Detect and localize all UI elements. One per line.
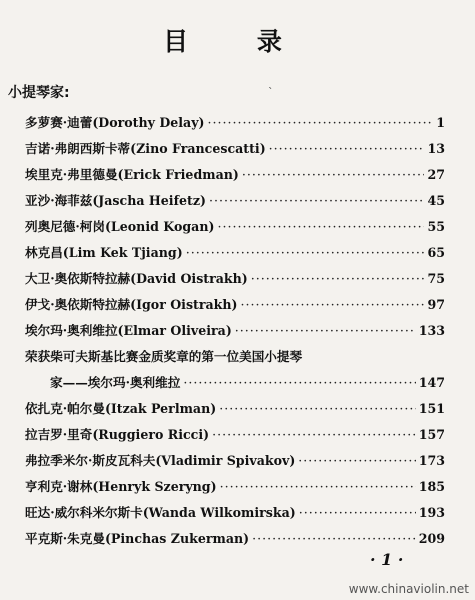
section-heading: 小提琴家: xyxy=(8,85,70,101)
entry-page: 133 xyxy=(418,323,445,338)
leader-dots xyxy=(298,448,415,474)
toc-entry[interactable] xyxy=(25,214,445,240)
entry-page: 45 xyxy=(427,193,445,208)
entry-page: 65 xyxy=(427,245,445,260)
watermark: www.chinaviolin.net xyxy=(348,582,469,596)
entry-title: 多萝赛·迪蕾(Dorothy Delay) xyxy=(25,115,205,130)
entry-title: 旺达·威尔科米尔斯卡(Wanda Wilkomirska) xyxy=(25,505,296,520)
page-number: · 1 · xyxy=(370,550,404,569)
toc-entry[interactable] xyxy=(25,448,445,474)
leader-dots xyxy=(219,396,416,422)
leader-dots xyxy=(252,526,416,552)
leader-dots xyxy=(220,474,416,500)
leader-dots xyxy=(241,292,425,318)
toc-entry[interactable] xyxy=(25,162,445,188)
toc-entry[interactable] xyxy=(25,526,445,552)
entry-title-line2: 家——埃尔玛·奥利维拉 xyxy=(50,375,181,390)
entry-title: 拉吉罗·里奇(Ruggiero Ricci) xyxy=(25,427,210,442)
leader-dots xyxy=(183,370,415,396)
entry-page: 55 xyxy=(427,219,445,234)
entry-title: 弗拉季米尔·斯皮瓦科夫(Vladimir Spivakov) xyxy=(25,453,296,468)
entry-title: 埃里克·弗里德曼(Erick Friedman) xyxy=(25,167,239,182)
entry-page: 75 xyxy=(427,271,445,286)
leader-dots xyxy=(212,422,416,448)
toc-entry[interactable] xyxy=(25,136,445,162)
entry-page: 1 xyxy=(436,115,445,130)
entry-page: 97 xyxy=(427,297,445,312)
entry-title-line2-row xyxy=(25,370,445,396)
entry-title-line1: 荣获柴可夫斯基比赛金质奖章的第一位美国小提琴 xyxy=(25,349,303,364)
entry-title: 亚沙·海菲兹(Jascha Heifetz) xyxy=(25,193,206,208)
entry-page: 185 xyxy=(418,479,445,494)
entry-page: 173 xyxy=(418,453,445,468)
leader-dots xyxy=(208,110,434,136)
entry-title: 埃尔玛·奥利维拉(Elmar Oliveira) xyxy=(25,323,232,338)
entry-page: 209 xyxy=(418,531,445,546)
toc-entry[interactable] xyxy=(25,396,445,422)
toc-entry[interactable] xyxy=(25,188,445,214)
toc-entry[interactable] xyxy=(25,110,445,136)
toc-entry[interactable] xyxy=(25,344,445,396)
entry-title: 大卫·奥依斯特拉赫(David Oistrakh) xyxy=(25,271,248,286)
toc-entry[interactable] xyxy=(25,318,445,344)
leader-dots xyxy=(186,240,425,266)
entry-title: 依扎克·帕尔曼(Itzak Perlman) xyxy=(25,401,217,416)
page-title: 目 录 xyxy=(163,27,312,56)
leader-dots xyxy=(299,500,416,526)
toc-entry[interactable] xyxy=(25,292,445,318)
toc-entry[interactable] xyxy=(25,422,445,448)
entry-title: 伊戈·奥依斯特拉赫(Igor Oistrakh) xyxy=(25,297,238,312)
toc-list xyxy=(25,110,445,552)
leader-dots xyxy=(209,188,425,214)
toc-entry[interactable] xyxy=(25,500,445,526)
entry-page: 13 xyxy=(427,141,445,156)
entry-page: 157 xyxy=(418,427,445,442)
entry-page: 147 xyxy=(418,375,445,390)
entry-page: 151 xyxy=(418,401,445,416)
entry-title: 列奥尼德·柯岗(Leonid Kogan) xyxy=(25,219,215,234)
entry-page: 27 xyxy=(427,167,445,182)
stray-mark: ˋ xyxy=(268,86,274,99)
entry-title: 林克昌(Lim Kek Tjiang) xyxy=(25,245,183,260)
toc-entry[interactable] xyxy=(25,240,445,266)
leader-dots xyxy=(235,318,416,344)
entry-page: 193 xyxy=(418,505,445,520)
entry-title: 吉诺·弗朗西斯卡蒂(Zino Francescatti) xyxy=(25,141,266,156)
leader-dots xyxy=(269,136,425,162)
leader-dots xyxy=(217,214,424,240)
entry-title: 亨利克·谢林(Henryk Szeryng) xyxy=(25,479,217,494)
leader-dots xyxy=(251,266,425,292)
leader-dots xyxy=(242,162,425,188)
entry-title: 平克斯·朱克曼(Pinchas Zukerman) xyxy=(25,531,250,546)
toc-entry[interactable] xyxy=(25,474,445,500)
toc-entry[interactable] xyxy=(25,266,445,292)
